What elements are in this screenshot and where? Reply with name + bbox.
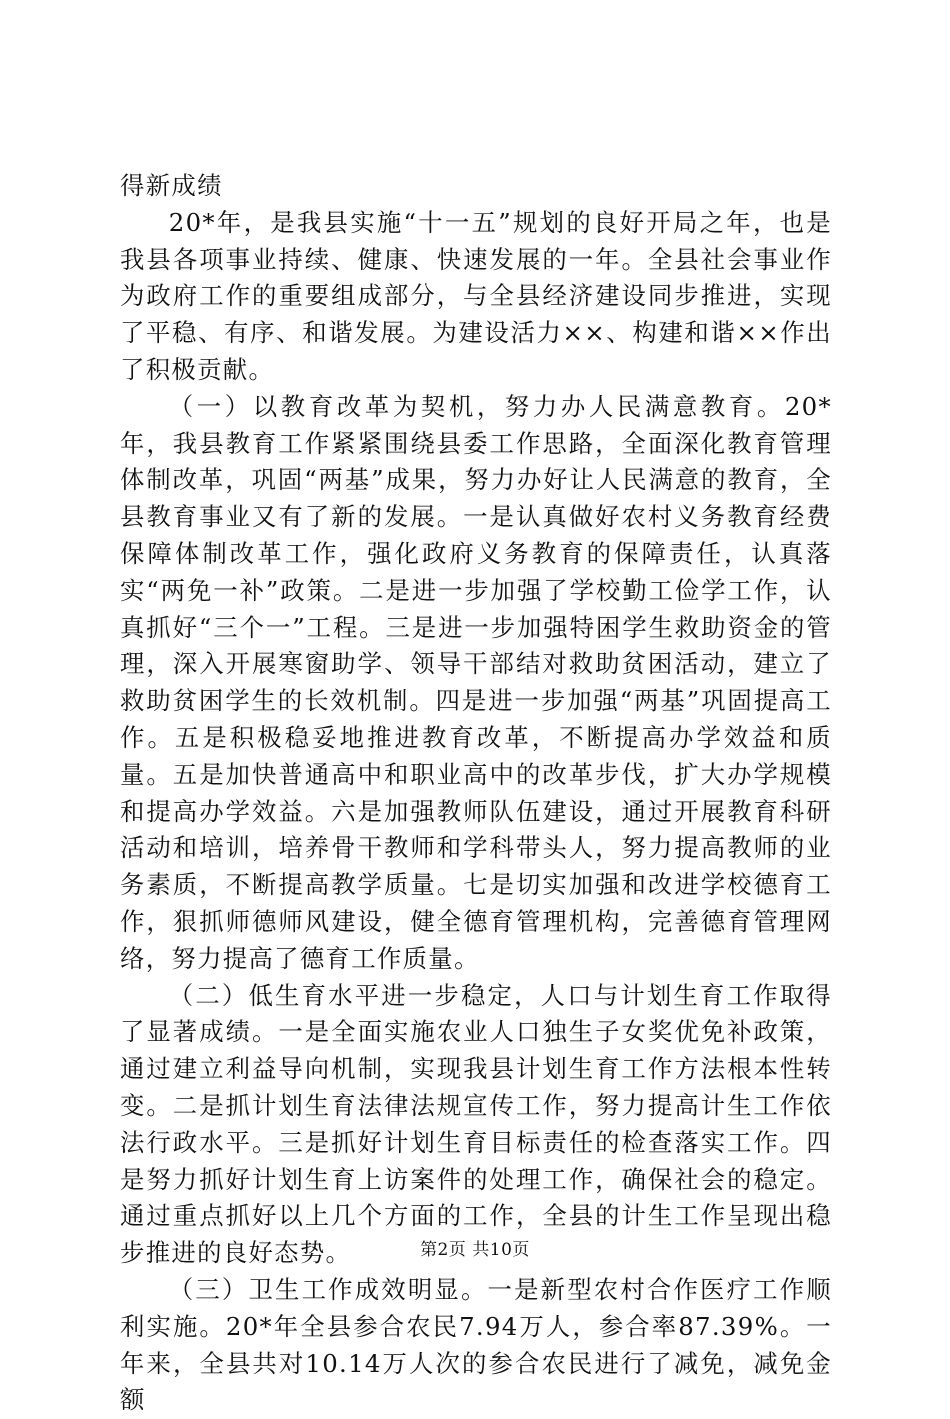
paragraph-continuation: 得新成绩 bbox=[120, 171, 223, 200]
document-body bbox=[120, 168, 832, 1419]
paragraph-family-planning: （二）低生育水平进一步稳定，人口与计划生育工作取得了显著成绩。一是全面实施农业人口独生子女奖优免补政策，通过建立利益导向机制，实现我县计划生育工作方法根本性转变。二是抓计划生育法律法规宣传工作，努力提高计生工作依法行政水平。三是抓好计划生育目标责任的检查落实工作。四是努力抓好计划生育上访案件的处理工作，确保社会的稳定。通过重点抓好以上几个方面的工作，全县的计生工作呈现出稳步推进的良好态势。 bbox=[120, 980, 832, 1268]
paragraph-education: （一）以教育改革为契机，努力办人民满意教育。20*年，我县教育工作紧紧围绕县委工作思路，全面深化教育管理体制改革，巩固“两基”成果，努力办好让人民满意的教育，全县教育事业又有了新的发展。一是认真做好农村义务教育经费保障体制改革工作，强化政府义务教育的保障责任，认真落实“两免一补”政策。二是进一步加强了学校勤工俭学工作，认真抓好“三个一”工程。三是进一步加强特困学生救助资金的管理，深入开展寒窗助学、领导干部结对救助贫困活动，建立了救助贫困学生的长效机制。四是进一步加强“两基”巩固提高工作。五是积极稳妥地推进教育改革，不断提高办学效益和质量。五是加快普通高中和职业高中的改革步伐，扩大办学规模和提高办学效益。六是加强教师队伍建设，通过开展教育科研活动和培训，培养骨干教师和学科带头人，努力提高教师的业务素质，不断提高教学质量。七是切实加强和改进学校德育工作，狠抓师德师风建设，健全德育管理机构，完善德育管理网络，努力提高了德育工作质量。 bbox=[120, 391, 832, 973]
page-number-footer: 第2页 共10页 bbox=[420, 1240, 530, 1260]
paragraph-health: （三）卫生工作成效明显。一是新型农村合作医疗工作顺利实施。20*年全县参合农民7.94万人，参合率87.39%。一年来，全县共对10.14万人次的参合农民进行了减免，减免金额 bbox=[120, 1274, 832, 1415]
paragraph-intro: 20*年，是我县实施“十一五”规划的良好开局之年，也是我县各项事业持续、健康、快速发展的一年。全县社会事业作为政府工作的重要组成部分，与全县经济建设同步推进，实现了平稳、有序、和谐发展。为建设活力××、构建和谐××作出了积极贡献。 bbox=[120, 207, 832, 384]
